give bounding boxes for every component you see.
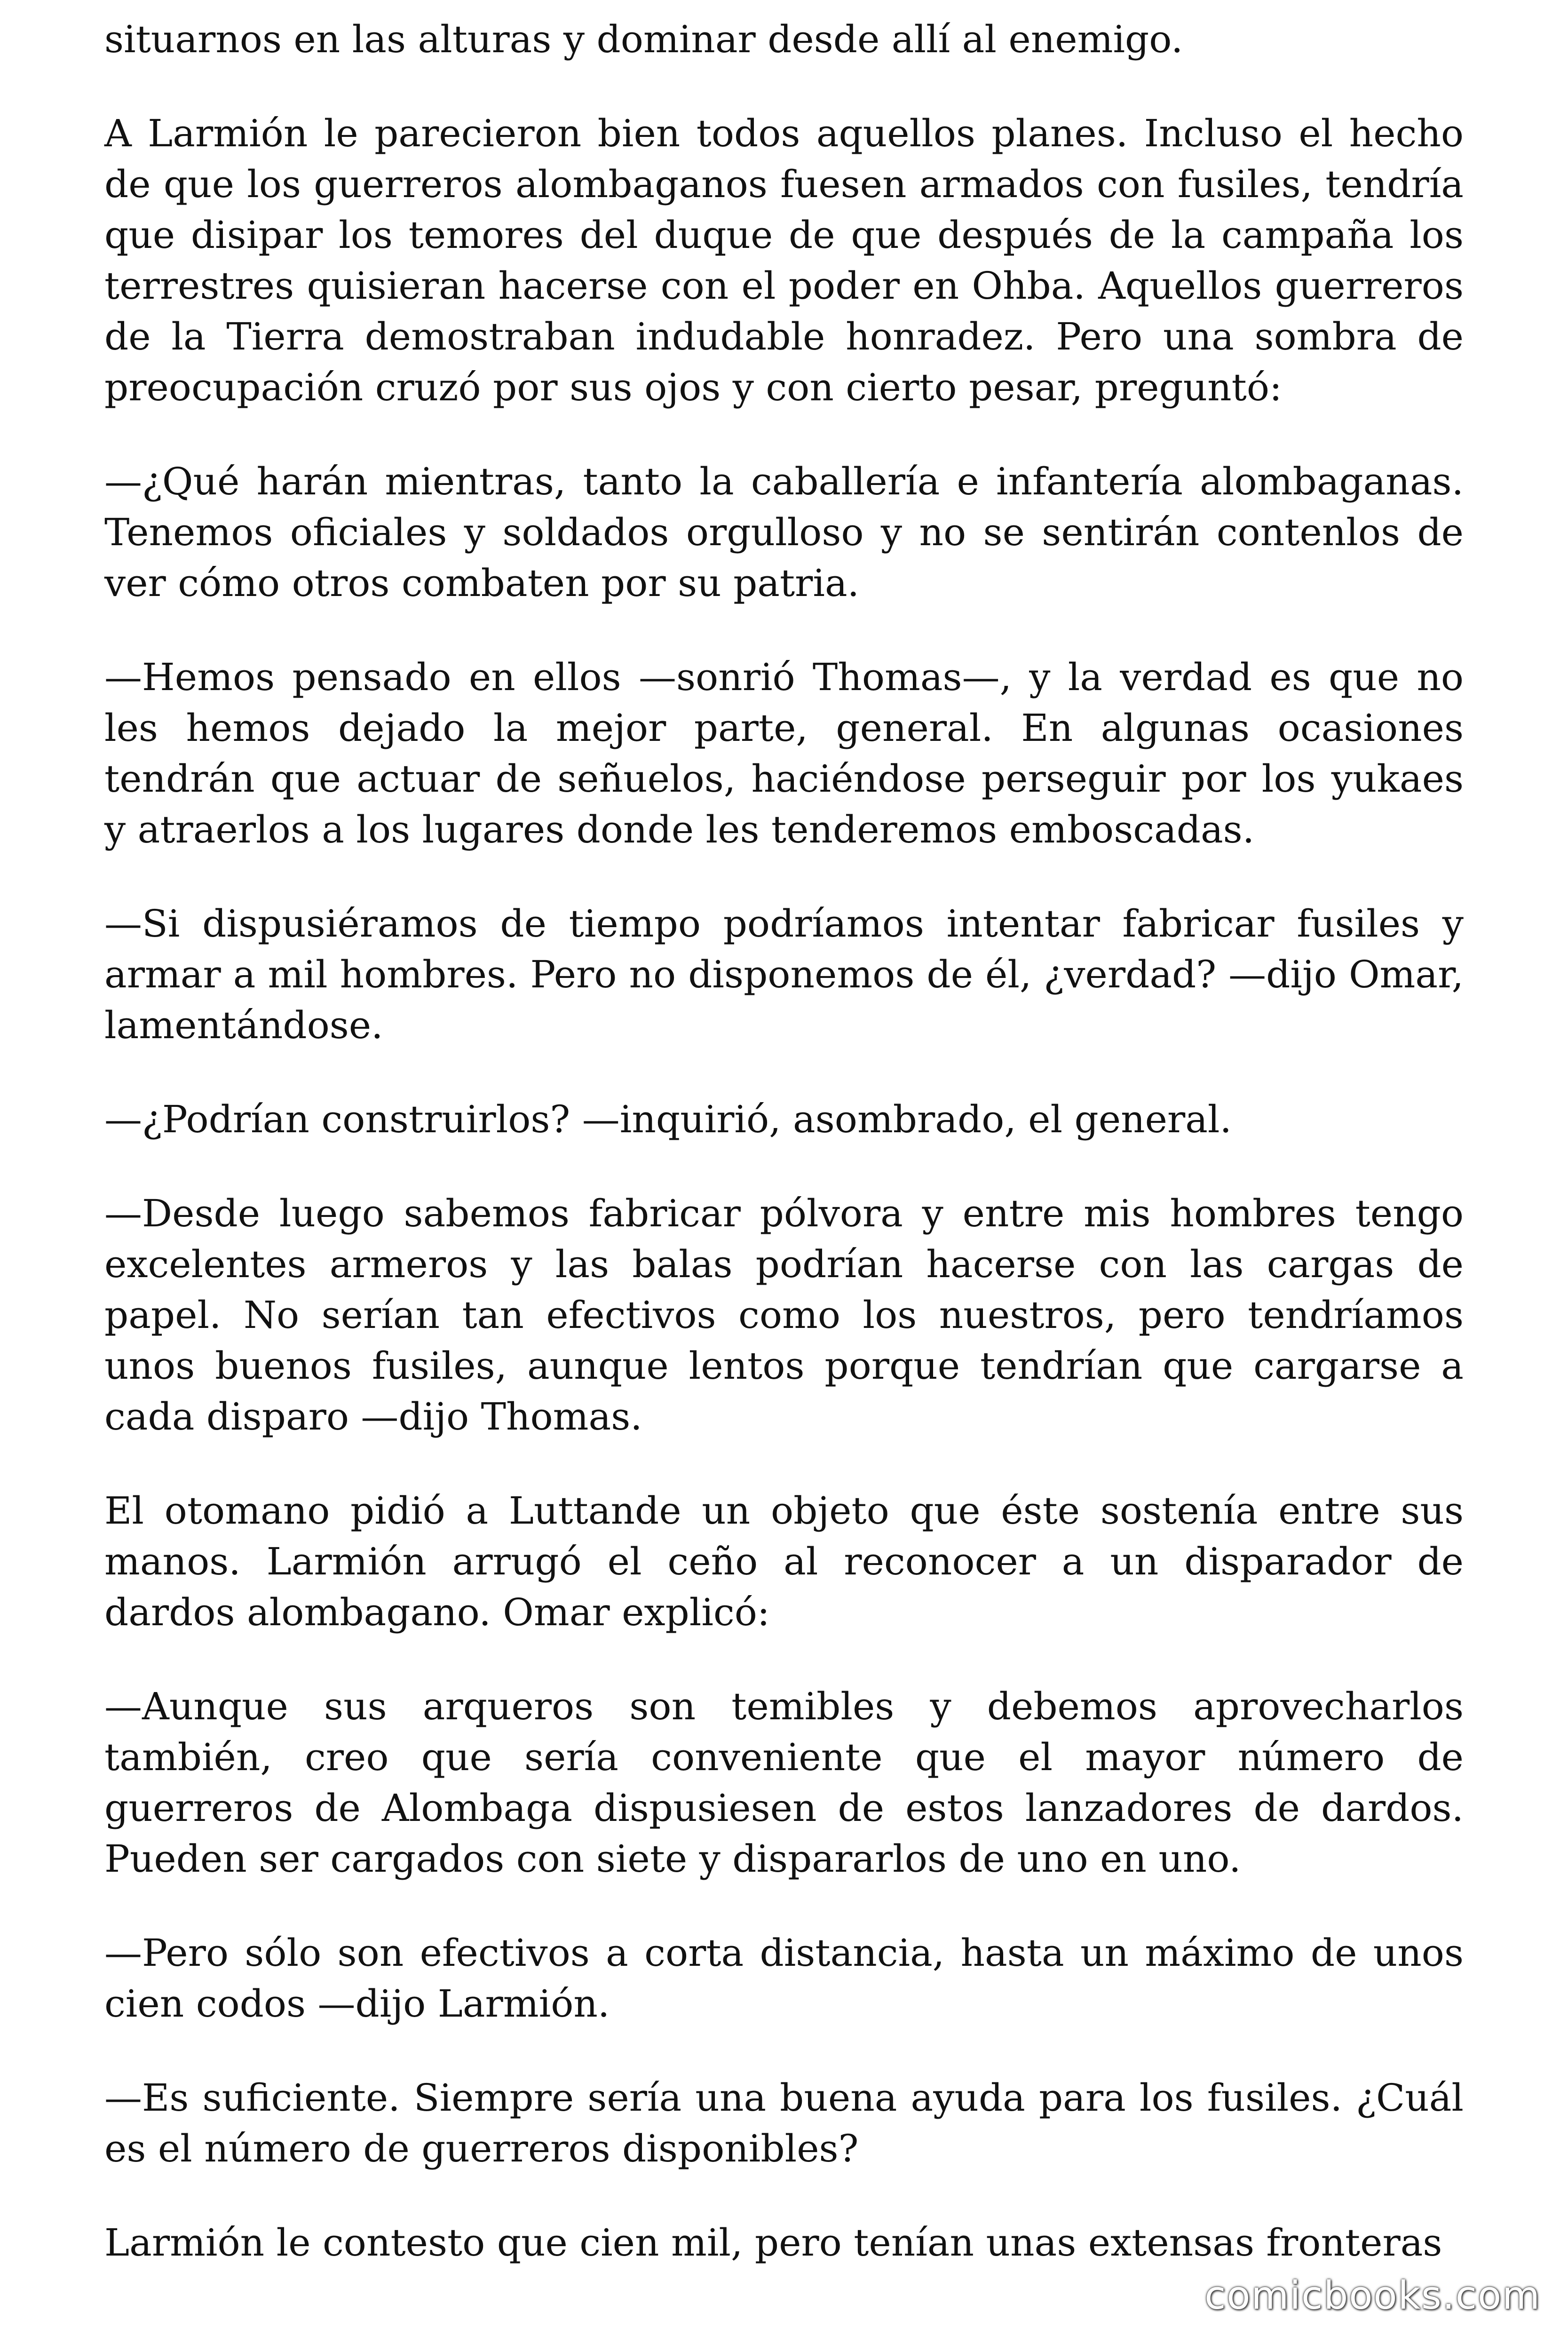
- paragraph: —Aunque sus arqueros son temibles y debemos aprovecharlos también, creo que sería conveniente que el mayor número de guerreros de Alombaga dispusiesen de estos lanzadores de dardos. Pueden ser cargados con siete y dispararlos de uno en uno.: [104, 1685, 1464, 1881]
- paragraph: —Desde luego sabemos fabricar pólvora y entre mis hombres tengo excelentes armeros y las balas podrían hacerse con las cargas de papel. No serían tan efectivos como los nuestros, pero tendríamos unos buenos fusiles, aunque lentos porque tendrían que cargarse a cada disparo —dijo Thomas.: [104, 1192, 1464, 1438]
- paragraph: —Hemos pensado en ellos —sonrió Thomas—, y la verdad es que no les hemos dejado la mejor parte, general. En algunas ocasiones tendrán que actuar de señuelos, haciéndose perseguir por los yukaes y atraerlos a los lugares donde les tenderemos emboscadas.: [104, 655, 1464, 851]
- paragraph: —Es suficiente. Siempre sería una buena ayuda para los fusiles. ¿Cuál es el número de guerreros disponibles?: [104, 2076, 1464, 2170]
- paragraph: —¿Podrían construirlos? —inquirió, asombrado, el general.: [104, 1097, 1232, 1141]
- paragraph: situarnos en las alturas y dominar desde allí al enemigo.: [104, 17, 1183, 61]
- paragraph: El otomano pidió a Luttande un objeto que éste sostenía entre sus manos. Larmión arrugó el ceño al reconocer a un disparador de dardos alombagano. Omar explicó:: [104, 1489, 1464, 1634]
- paragraph: —Si dispusiéramos de tiempo podríamos intentar fabricar fusiles y armar a mil hombres. Pero no disponemos de él, ¿verdad? —dijo Omar, lamentándose.: [104, 902, 1464, 1047]
- page-text: [104, 14, 1464, 2268]
- paragraph: —¿Qué harán mientras, tanto la caballería e infantería alombaganas. Tenemos oficiales y soldados orgulloso y no se sentirán contenlos de ver cómo otros combaten por su patria.: [104, 460, 1464, 605]
- paragraph: —Pero sólo son efectivos a corta distancia, hasta un máximo de unos cien codos —dijo Larmión.: [104, 1931, 1464, 2026]
- paragraph: A Larmión le parecieron bien todos aquellos planes. Incluso el hecho de que los guerreros alombaganos fuesen armados con fusiles, tendría que disipar los temores del duque de que después de la campaña los terrestres quisieran hacerse con el poder en Ohba. Aquellos guerreros de la Tierra demostraban indudable honradez. Pero una sombra de preocupación cruzó por sus ojos y con cierto pesar, preguntó:: [104, 111, 1464, 409]
- watermark: comicbooks.com: [1204, 2273, 1541, 2318]
- paragraph: Larmión le contesto que cien mil, pero tenían unas extensas fronteras: [104, 2221, 1442, 2265]
